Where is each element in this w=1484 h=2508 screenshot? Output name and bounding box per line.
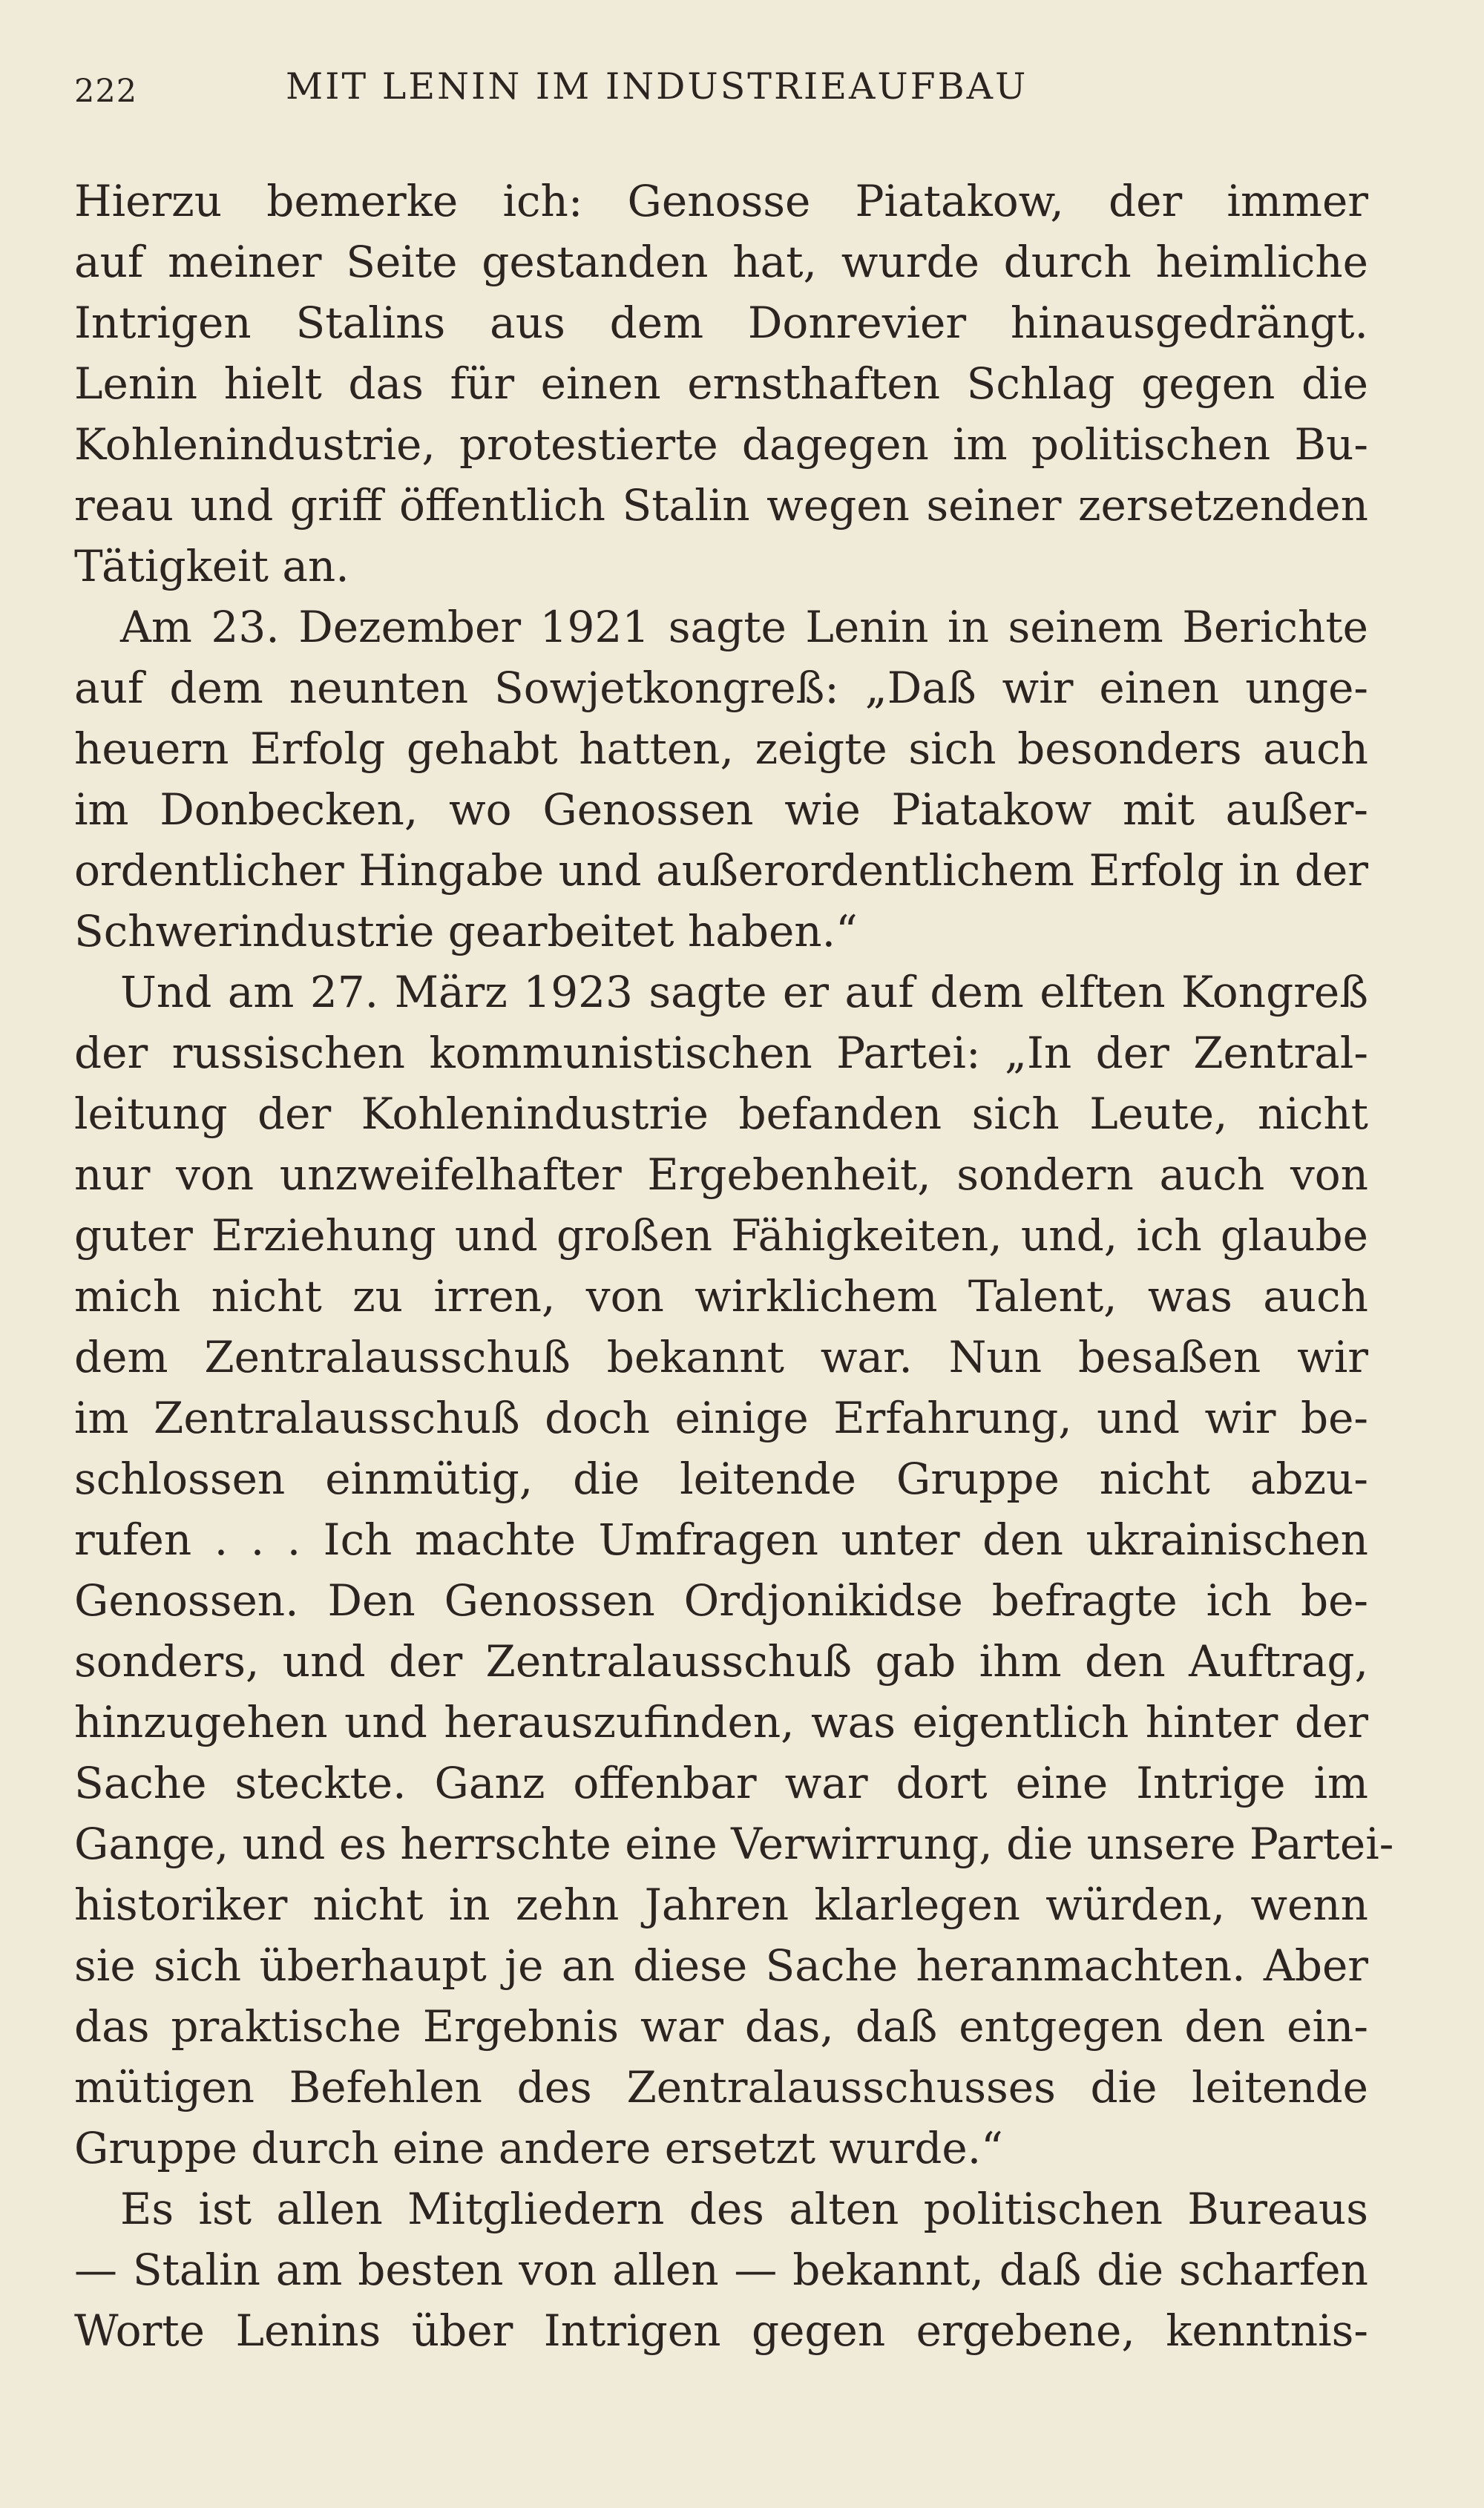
text-line: Lenin hielt das für einen ernsthaften Schlag gegen die	[74, 358, 1368, 409]
text-line: — Stalin am besten von allen — bekannt, daß die scharfen	[74, 2245, 1368, 2295]
text-line: im Zentralausschuß doch einige Erfahrung, und wir be-	[74, 1393, 1368, 1443]
text-line: Schwerindustrie gearbeitet haben.“	[74, 906, 858, 956]
text-line: Intrigen Stalins aus dem Donrevier hinausgedrängt.	[74, 298, 1368, 348]
page-number: 222	[74, 73, 138, 110]
text-line: guter Erziehung und großen Fähigkeiten, und, ich glaube	[74, 1210, 1368, 1261]
text-line: rufen . . . Ich machte Umfragen unter den ukrainischen	[74, 1514, 1368, 1565]
text-line: leitung der Kohlenindustrie befanden sich Leute, nicht	[74, 1089, 1368, 1139]
text-line: dem Zentralausschuß bekannt war. Nun besaßen wir	[74, 1332, 1368, 1382]
text-line: heuern Erfolg gehabt hatten, zeigte sich besonders auch	[74, 723, 1368, 774]
text-line: der russischen kommunistischen Partei: „In der Zentral-	[74, 1028, 1368, 1078]
paragraph	[74, 962, 1394, 2179]
running-head	[74, 65, 1410, 125]
text-line: im Donbecken, wo Genossen wie Piatakow mit außer-	[74, 784, 1368, 835]
text-line: mich nicht zu irren, von wirklichem Talent, was auch	[74, 1271, 1368, 1322]
text-line: Tätigkeit an.	[74, 541, 349, 591]
text-line: hinzugehen und herauszufinden, was eigentlich hinter der	[74, 1697, 1368, 1747]
text-line: Genossen. Den Genossen Ordjonikidse befragte ich be-	[74, 1575, 1368, 1626]
text-line: Am 23. Dezember 1921 sagte Lenin in seinem Berichte	[120, 602, 1368, 652]
body-text	[74, 171, 1394, 2361]
text-line: Hierzu bemerke ich: Genosse Piatakow, der immer	[74, 176, 1368, 226]
text-line: mütigen Befehlen des Zentralausschusses die leitende	[74, 2062, 1368, 2113]
running-title: MIT LENIN IM INDUSTRIEAUFBAU	[286, 65, 1028, 108]
paragraph	[74, 597, 1368, 962]
text-line: historiker nicht in zehn Jahren klarlegen würden, wenn	[74, 1880, 1368, 1930]
text-line: auf dem neunten Sowjetkongreß: „Daß wir einen unge-	[74, 663, 1368, 713]
text-line: schlossen einmütig, die leitende Gruppe nicht abzu-	[74, 1454, 1368, 1504]
paragraph	[74, 171, 1368, 597]
text-line: nur von unzweifelhafter Ergebenheit, sondern auch von	[74, 1149, 1368, 1200]
text-line: Worte Lenins über Intrigen gegen ergebene, kenntnis-	[74, 2305, 1368, 2356]
text-line: ordentlicher Hingabe und außerordentlichem Erfolg in der	[74, 845, 1368, 896]
text-line: reau und griff öffentlich Stalin wegen seiner zersetzenden	[74, 480, 1368, 531]
text-line: Und am 27. März 1923 sagte er auf dem elften Kongreß	[120, 967, 1368, 1017]
text-line: sie sich überhaupt je an diese Sache heranmachten. Aber	[74, 1940, 1368, 1991]
text-line: Es ist allen Mitgliedern des alten politischen Bureaus	[120, 2184, 1368, 2234]
text-line: Gange, und es herrschte eine Verwirrung, die unsere Partei-	[74, 1819, 1394, 1869]
text-line: Kohlenindustrie, protestierte dagegen im politischen Bu-	[74, 419, 1368, 470]
paragraph	[74, 2179, 1368, 2361]
text-line: auf meiner Seite gestanden hat, wurde durch heimliche	[74, 237, 1368, 287]
text-line: Sache steckte. Ganz offenbar war dort eine Intrige im	[74, 1758, 1368, 1808]
text-line: sonders, und der Zentralausschuß gab ihm den Auftrag,	[74, 1636, 1368, 1687]
text-line: das praktische Ergebnis war das, daß entgegen den ein-	[74, 2001, 1368, 2052]
text-line: Gruppe durch eine andere ersetzt wurde.“	[74, 2123, 1003, 2173]
